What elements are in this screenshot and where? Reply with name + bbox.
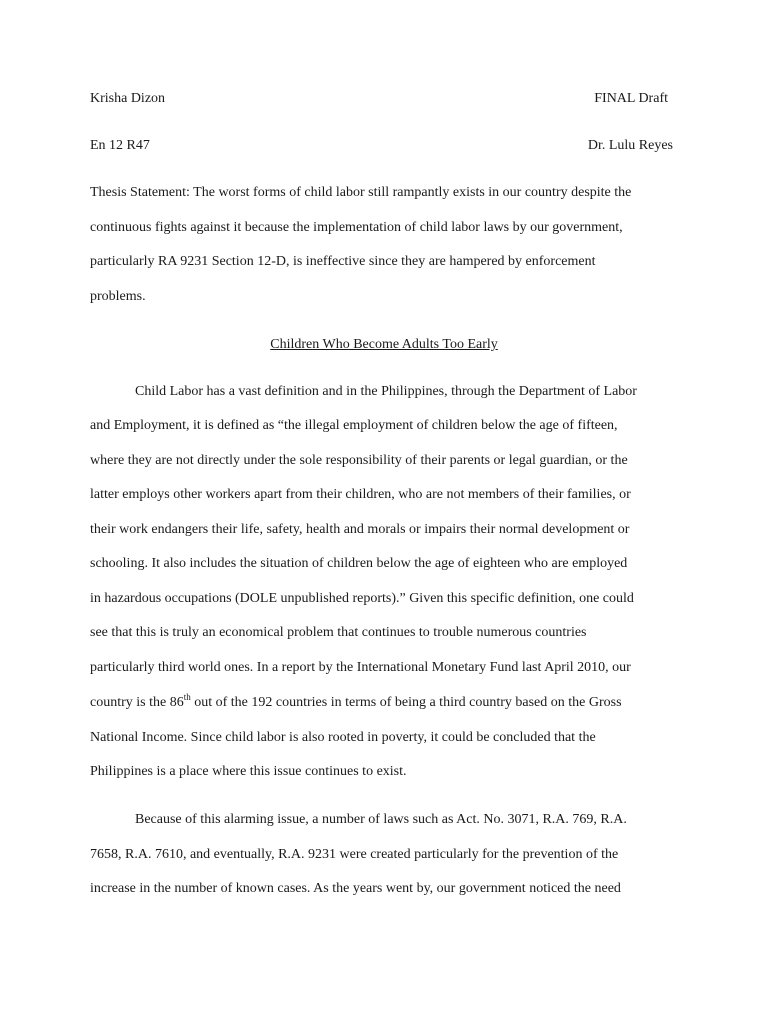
paragraph-line: 7658, R.A. 7610, and eventually, R.A. 9231 were created particularly for the prevention of the (90, 847, 619, 862)
line-text: out of the 192 countries in terms of being a third country based on the Gross (190, 695, 622, 710)
thesis-line: particularly RA 9231 Section 12-D, is ineffective since they are hampered by enforcement (90, 254, 596, 269)
paragraph-line: schooling. It also includes the situation of children below the age of eighteen who are employed (90, 556, 628, 571)
paragraph-line: latter employs other workers apart from their children, who are not members of their families, or (90, 487, 631, 502)
instructor-name: Dr. Lulu Reyes (587, 138, 673, 153)
ordinal-superscript: th (183, 692, 191, 702)
paragraph-line: particularly third world ones. In a report by the International Monetary Fund last April 2010, our (90, 660, 631, 675)
essay-title: Children Who Become Adults Too Early (270, 337, 498, 352)
paragraph-line: Because of this alarming issue, a number of laws such as Act. No. 3071, R.A. 769, R.A. (135, 812, 627, 827)
paragraph-line: National Income. Since child labor is also rooted in poverty, it could be concluded that the (90, 730, 596, 745)
paragraph-line: see that this is truly an economical problem that continues to trouble numerous countries (90, 625, 587, 640)
paragraph-line: increase in the number of known cases. As the years went by, our government noticed the need (90, 881, 621, 896)
thesis-line: continuous fights against it because the implementation of child labor laws by our government, (90, 220, 623, 235)
line-text: country is the 86 (90, 695, 184, 710)
author-name: Krisha Dizon (90, 91, 166, 106)
paragraph-line: where they are not directly under the sole responsibility of their parents or legal guardian, or the (90, 453, 628, 468)
paragraph-line: Child Labor has a vast definition and in the Philippines, through the Department of Labor (135, 384, 637, 399)
paragraph-line: in hazardous occupations (DOLE unpublished reports).” Given this specific definition, one could (90, 591, 634, 606)
paragraph-line (90, 694, 622, 712)
thesis-line: Thesis Statement: The worst forms of child labor still rampantly exists in our country despite the (90, 185, 632, 200)
paragraph-line: and Employment, it is defined as “the illegal employment of children below the age of fifteen, (90, 418, 618, 433)
thesis-line: problems. (90, 289, 146, 304)
paragraph-line: their work endangers their life, safety, health and morals or impairs their normal development or (90, 522, 630, 537)
course-code: En 12 R47 (90, 138, 150, 153)
draft-label: FINAL Draft (594, 91, 668, 106)
paragraph-line: Philippines is a place where this issue continues to exist. (90, 764, 407, 779)
